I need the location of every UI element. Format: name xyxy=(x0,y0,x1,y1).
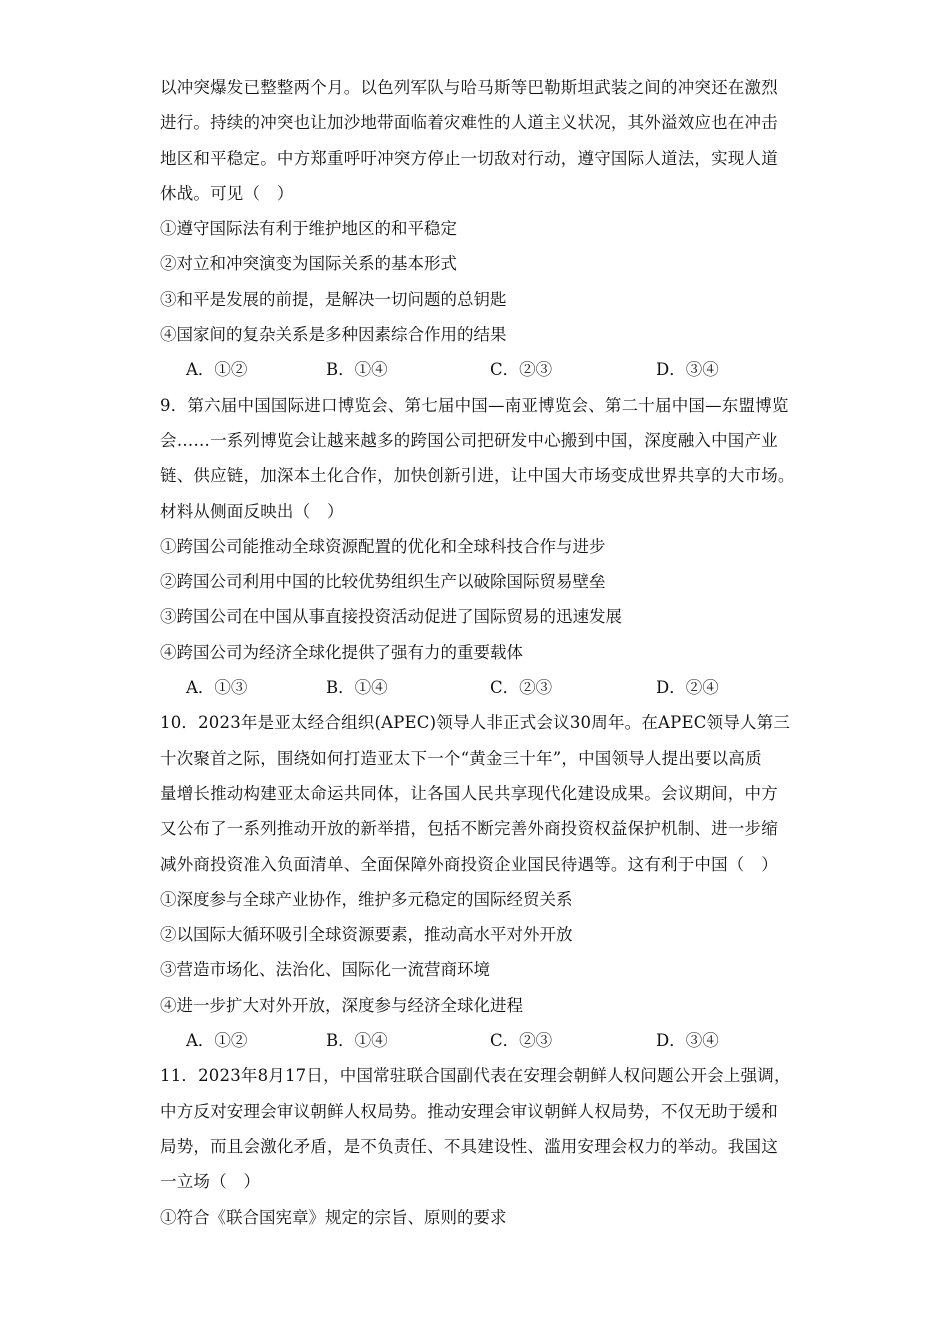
question-text-line: 十次聚首之际，围绕如何打造亚太下一个“黄金三十年”，中国领导人提出要以高质 xyxy=(160,748,762,768)
question-text-line: 以冲突爆发已整整两个月。以色列军队与哈马斯等巴勒斯坦武装之间的冲突还在激烈 xyxy=(160,78,778,97)
statement-option: ③和平是发展的前提，是解决一切问题的总钥匙 xyxy=(160,289,507,309)
choice-b: B．①④ xyxy=(326,360,388,380)
question-text-line: 进行。持续的冲突也让加沙地带面临着灾难性的人道主义状况，其外溢效应也在冲击 xyxy=(160,113,778,133)
statement-option: ②对立和冲突演变为国际关系的基本形式 xyxy=(160,254,457,274)
choice-c: C．②③ xyxy=(490,678,553,698)
question-11 xyxy=(160,1058,800,1234)
statement-option: ④跨国公司为经济全球化提供了强有力的重要载体 xyxy=(160,642,523,662)
question-text-line: 休战。可见（ ） xyxy=(160,183,294,203)
question-text-line: 11．2023年8月17日，中国常驻联合国副代表在安理会朝鲜人权问题公开会上强调， xyxy=(160,1066,791,1086)
statement-option: ③跨国公司在中国从事直接投资活动促进了国际贸易的迅速发展 xyxy=(160,607,622,627)
choice-d: D．③④ xyxy=(656,360,719,380)
question-text-line: 材料从侧面反映出（ ） xyxy=(160,501,344,521)
choice-d: D．③④ xyxy=(656,1031,719,1051)
question-text-line: 局势，而且会激化矛盾，是不负责任、不具建设性、滥用安理会权力的举动。我国这 xyxy=(160,1136,778,1156)
question-text-line: 链、供应链，加深本土化合作，加快创新引进，让中国大市场变成世界共享的大市场。 xyxy=(160,466,795,486)
statement-option: ②以国际大循环吸引全球资源要素，推动高水平对外开放 xyxy=(160,925,573,945)
choice-b: B．①④ xyxy=(326,1031,388,1051)
statement-option: ④进一步扩大对外开放，深度参与经济全球化进程 xyxy=(160,995,523,1015)
choice-c: C．②③ xyxy=(490,1031,553,1051)
exam-page xyxy=(160,70,800,1235)
choice-c: C．②③ xyxy=(490,360,553,380)
question-text-line: 量增长推动构建亚太命运共同体，让各国人民共享现代化建设成果。会议期间，中方 xyxy=(160,783,778,803)
question-9 xyxy=(160,388,800,706)
question-text-line: 中方反对安理会审议朝鲜人权局势。推动安理会审议朝鲜人权局势，不仅无助于缓和 xyxy=(160,1101,778,1121)
choice-a: A．①② xyxy=(186,360,248,380)
statement-option: ①跨国公司能推动全球资源配置的优化和全球科技合作与进步 xyxy=(160,536,606,556)
statement-option: ①深度参与全球产业协作，维护多元稳定的国际经贸关系 xyxy=(160,889,573,909)
question-text-line: 会……一系列博览会让越来越多的跨国公司把研发中心搬到中国，深度融入中国产业 xyxy=(160,430,778,450)
question-text-line: 9．第六届中国国际进口博览会、第七届中国—南亚博览会、第二十届中国—东盟博览 xyxy=(160,395,789,415)
choice-d: D．②④ xyxy=(656,678,719,698)
choice-a: A．①③ xyxy=(186,678,248,698)
answer-choices xyxy=(160,1023,800,1058)
choice-a: A．①② xyxy=(186,1031,248,1051)
statement-option: ①遵守国际法有利于维护地区的和平稳定 xyxy=(160,219,457,239)
question-8 xyxy=(160,70,800,388)
answer-choices xyxy=(160,352,800,387)
question-text-line: 减外商投资准入负面清单、全面保障外商投资企业国民待遇等。这有利于中国（ ） xyxy=(160,854,778,874)
question-10 xyxy=(160,705,800,1058)
question-text-line: 地区和平稳定。中方郑重呼吁冲突方停止一切敌对行动，遵守国际人道法，实现人道 xyxy=(160,148,778,168)
choice-b: B．①④ xyxy=(326,678,388,698)
statement-option: ①符合《联合国宪章》规定的宗旨、原则的要求 xyxy=(160,1207,507,1227)
statement-option: ③营造市场化、法治化、国际化一流营商环境 xyxy=(160,960,490,980)
question-text-line: 10．2023年是亚太经合组织(APEC)领导人非正式会议30周年。在APEC领导人第三 xyxy=(160,713,791,733)
answer-choices xyxy=(160,670,800,705)
question-text-line: 又公布了一系列推动开放的新举措，包括不断完善外商投资权益保护机制、进一步缩 xyxy=(160,819,778,839)
question-text-line: 一立场（ ） xyxy=(160,1172,261,1192)
statement-option: ②跨国公司利用中国的比较优势组织生产以破除国际贸易壁垒 xyxy=(160,572,606,592)
statement-option: ④国家间的复杂关系是多种因素综合作用的结果 xyxy=(160,325,507,345)
